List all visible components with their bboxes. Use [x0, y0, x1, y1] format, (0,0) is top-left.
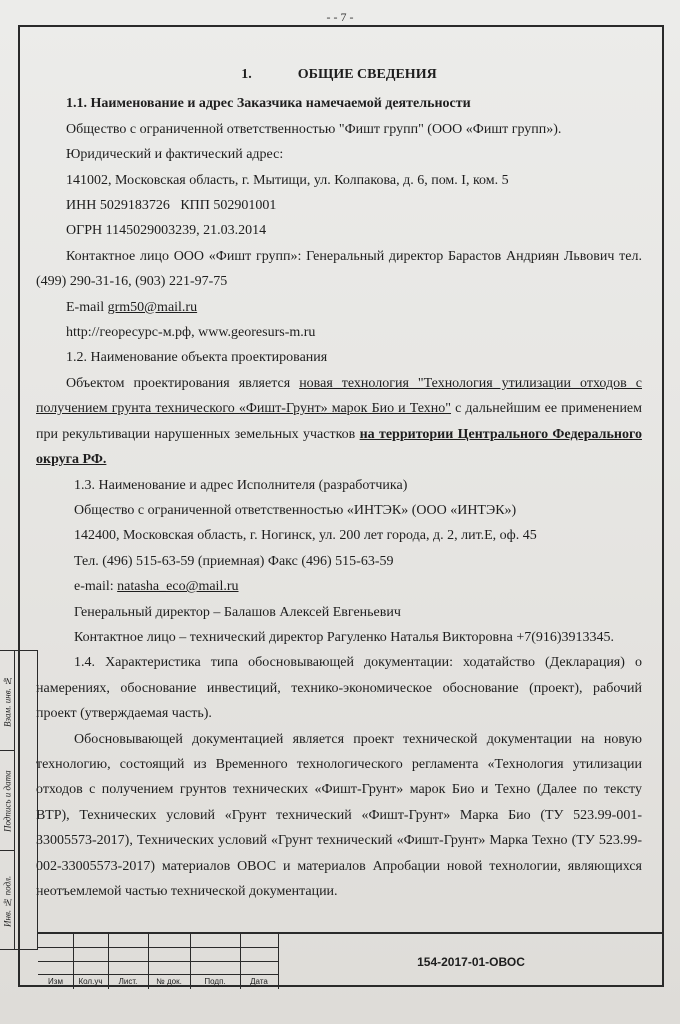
header-doc-no: № док.	[156, 977, 182, 986]
header-date: Дата	[250, 977, 268, 986]
header-list: Лист.	[118, 977, 138, 986]
doc-type-paragraph: 1.4. Характеристика типа обосновывающей документации: ходатайство (Декларация) о намерениях, обоснование инвестиций, технико-экономическое обоснование (проект), рабочий проект (утверждаемая часть).	[36, 655, 642, 722]
customer-ogrn: ОГРН 1145029003239, 21.03.2014	[66, 223, 267, 239]
side-label-replace-inv: Взам. инв. №	[2, 675, 13, 727]
page-number: - - 7 -	[326, 10, 354, 24]
customer-website: http://георесурс-м.рф, www.georesurs-m.ru	[66, 325, 316, 341]
title-block-grid	[38, 934, 278, 989]
customer-name: Общество с ограниченной ответственностью "Фишт групп" (ООО «Фишт групп»).	[66, 121, 562, 137]
object-intro: Объектом проектирования является	[66, 375, 300, 391]
object-application: с дальнейшим ее применением при рекультивации нарушенных земельных участков	[36, 401, 643, 442]
territory: на территории Центрального Федерального округа РФ.	[36, 426, 642, 468]
contractor-director: Генеральный директор – Балашов Алексей Евгеньевич	[74, 604, 401, 620]
customer-email-line	[36, 295, 642, 320]
document-code: 154-2017-01-ОВОС	[417, 954, 525, 969]
design-object-paragraph	[36, 371, 642, 473]
heading-1-1: 1.1. Наименование и адрес Заказчика намечаемой деятельности	[66, 96, 471, 112]
contractor-contact: Контактное лицо – технический директор Рагуленко Наталья Викторовна +7(916)3913345.	[74, 629, 615, 645]
contractor-phone: Тел. (496) 515-63-59 (приемная) Факс (496) 515-63-59	[74, 553, 394, 569]
side-label-signature-date: Подпись и дата	[2, 770, 13, 832]
heading-1-3: 1.3. Наименование и адрес Исполнителя (разработчика)	[74, 477, 408, 493]
contractor-name: Общество с ограниченной ответственностью «ИНТЭК» (ООО «ИНТЭК»)	[74, 502, 517, 518]
customer-address: 141002, Московская область, г. Мытищи, ул. Колпакова, д. 6, пом. I, ком. 5	[66, 172, 509, 188]
document-body	[36, 62, 642, 904]
contractor-email-line	[36, 574, 642, 599]
section-title-text: ОБЩИЕ СВЕДЕНИЯ	[297, 67, 437, 82]
header-signature: Подп.	[204, 977, 226, 986]
technology-name: новая технология "Технология утилизации отходов с получением грунта технического «Фишт-Грунт» марок Био и Техно"	[36, 375, 642, 417]
section-title	[36, 62, 642, 87]
customer-inn: ИНН 5029183726 КПП 502901001	[66, 198, 277, 214]
header-kol-uch: Кол.уч	[78, 977, 103, 986]
email-label-2: e-mail:	[74, 579, 118, 595]
side-stamp	[0, 650, 38, 950]
justification-paragraph: Обосновывающей документацией является проект технической документации на новую технологию, состоящий из Временного технологического регламента «Технология утилизации отходов с получением грунтов технических «Фишт-Грунт» марок Био и Техно (Далее по тексту ВТР), Технических условий «Грунт технический «Фишт-Грунт» Марка Био (ТУ 523.99-001-33005573-2017), Технических условий «Грунт технический «Фишт-Грунт» Марка Техно (ТУ 523.99-002-33005573-2017) материалов ОВОС и материалов Апробации новой технологии, являющихся неотъемлемой частью технической документации.	[36, 731, 642, 899]
grid-row	[38, 961, 278, 962]
grid-row	[38, 947, 278, 948]
title-block	[38, 932, 664, 989]
email-label: E-mail	[66, 299, 108, 315]
address-label: Юридический и фактический адрес:	[66, 147, 284, 163]
side-label-inv-original: Инв. № подл.	[2, 875, 13, 927]
customer-contact: Контактное лицо ООО «Фишт групп»: Генеральный директор Барастов Андриян Львович тел. (499) 290-31-16, (903) 221-97-75	[36, 248, 642, 290]
grid-row	[38, 974, 278, 975]
contractor-email-link[interactable]: natasha_eco@mail.ru	[117, 579, 239, 595]
contractor-address: 142400, Московская область, г. Ногинск, ул. 200 лет города, д. 2, лит.Е, оф. 45	[74, 528, 537, 544]
heading-1-2: 1.2. Наименование объекта проектирования	[66, 350, 328, 366]
customer-email-link[interactable]: grm50@mail.ru	[107, 299, 198, 315]
header-izm: Изм	[48, 977, 63, 986]
section-number: 1.	[241, 67, 252, 82]
